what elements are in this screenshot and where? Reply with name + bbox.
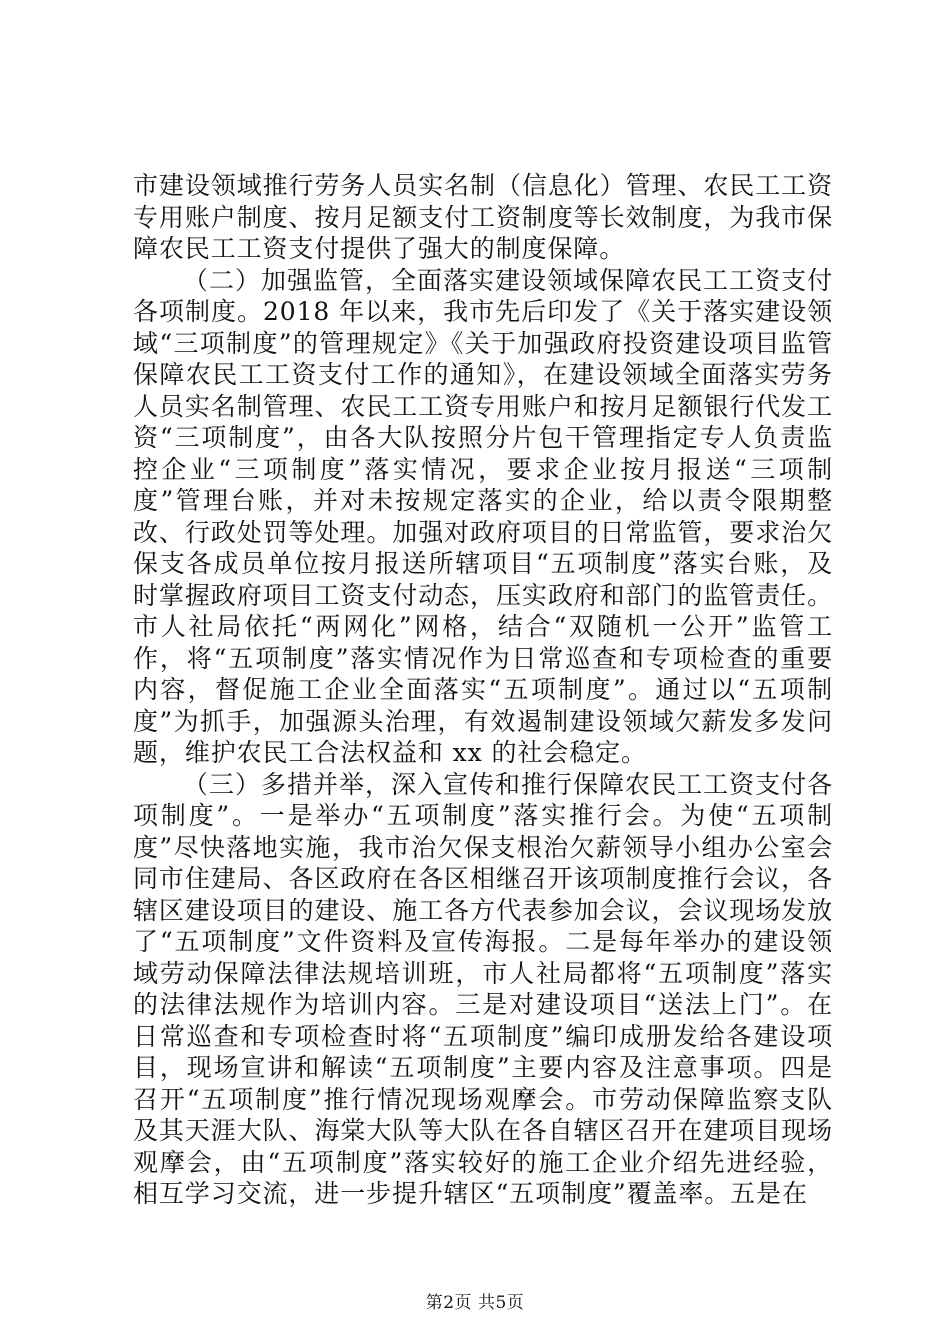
paragraph-section-3: （三）多措并举，深入宣传和推行保障农民工工资支付各项制度”。一是举办“五项制度”落实推行会。为使“五项制度”尽快落地实施，我市治欠保支根治欠薪领导小组办公室会同市住建局、各区政府在各区相继召开该项制度推行会议，各辖区建设项目的建设、施工各方代表参加会议，会议现场发放了“五项制度”文件资料及宣传海报。二是每年举办的建设领域劳动保障法律法规培训班，市人社局都将“五项制度”落实的法律法规作为培训内容。三是对建设项目“送法上门”。在日常巡查和专项检查时将“五项制度”编印成册发给各建设项目，现场宣讲和解读“五项制度”主要内容及注意事项。四是召开“五项制度”推行情况现场观摩会。市劳动保障监察支队及其天涯大队、海棠大队等大队在各自辖区召开在建项目现场观摩会，由“五项制度”落实较好的施工企业介绍先进经验，相互学习交流，进一步提升辖区“五项制度”覆盖率。五是在 (133, 769, 833, 1208)
document-body (133, 170, 833, 1210)
page-number: 第2页 共5页 (425, 1293, 525, 1313)
paragraph-section-2: （二）加强监管，全面落实建设领域保障农民工工资支付各项制度。2018 年以来，我市先后印发了《关于落实建设领域“三项制度”的管理规定》《关于加强政府投资建设项目监管保障农民工工资支付工作的通知》，在建设领域全面落实劳务人员实名制管理、农民工工资专用账户和按月足额银行代发工资“三项制度”，由各大队按照分片包干管理指定专人负责监控企业“三项制度”落实情况，要求企业按月报送“三项制度”管理台账，并对未按规定落实的企业，给以责令限期整改、行政处罚等处理。加强对政府项目的日常监管，要求治欠保支各成员单位按月报送所辖项目“五项制度”落实台账，及时掌握政府项目工资支付动态，压实政府和部门的监管责任。市人社局依托“两网化”网格，结合“双随机一公开”监管工作，将“五项制度”落实情况作为日常巡查和专项检查的重要内容，督促施工企业全面落实“五项制度”。通过以“五项制度”为抓手，加强源头治理，有效遏制建设领域欠薪发多发问题，维护农民工合法权益和 xx 的社会稳定。 (133, 265, 833, 767)
paragraph-continuation: 市建设领域推行劳务人员实名制（信息化）管理、农民工工资专用账户制度、按月足额支付工资制度等长效制度，为我市保障农民工工资支付提供了强大的制度保障。 (133, 171, 833, 263)
page-footer (0, 1288, 950, 1313)
